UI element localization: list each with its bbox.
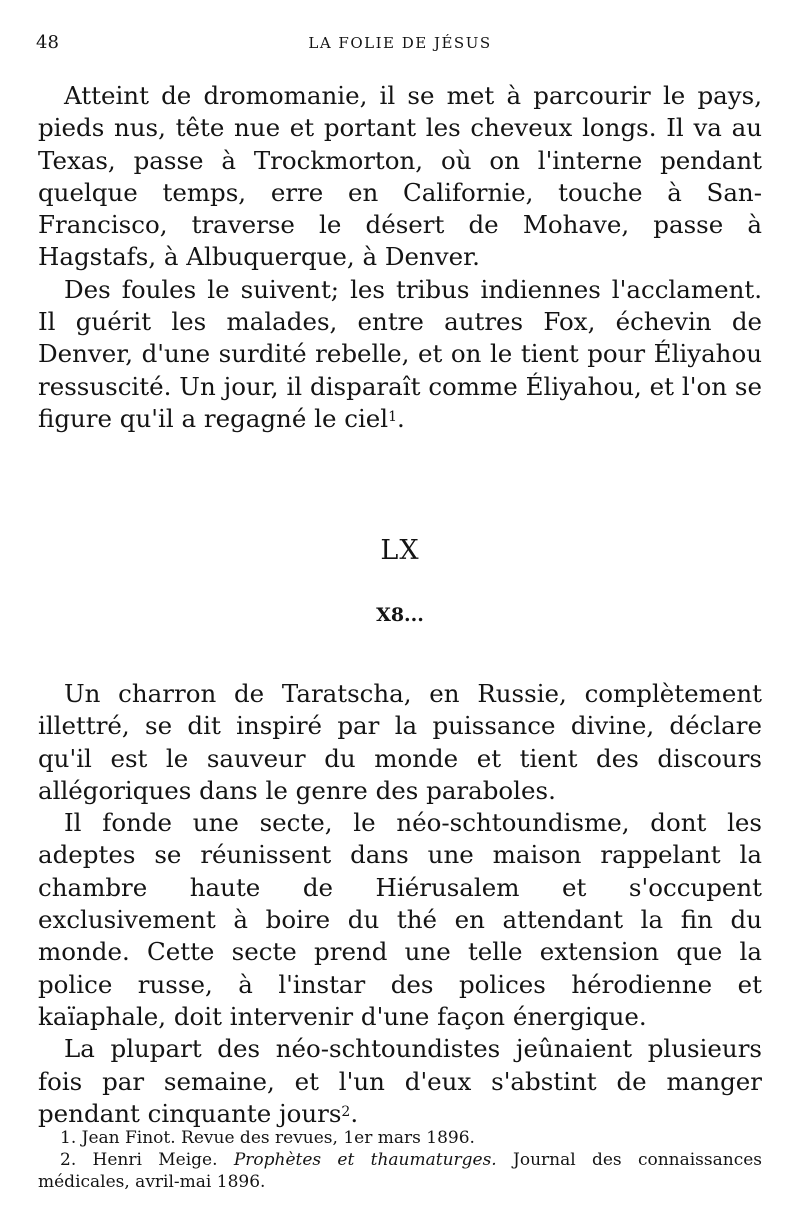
paragraph: La plupart des néo-schtoundistes jeûnaient plusieurs fois par semaine, et l'un d'eux s'abstint de manger pendant cinquante jours$^2$. xyxy=(38,1034,762,1128)
section-number: LX xyxy=(380,535,420,566)
paragraph: Un charron de Taratscha, en Russie, complètement illettré, se dit inspiré par la puissance divine, déclare qu'il est le sauveur du monde et tient des discours allégoriques dans le genre des paraboles. xyxy=(38,679,762,805)
paragraph: Atteint de dromomanie, il se met à parcourir le pays, pieds nus, tête nue et portant les cheveux longs. Il va au Texas, passe à Trockmorton, où on l'interne pendant quelque temps, erre en Californie, touche à San-Francisco, traverse le désert de Mohave, passe à Hagstafs, à Albuquerque, à Denver. xyxy=(38,81,762,272)
paragraph: Des foules le suivent; les tribus indiennes l'acclament. Il guérit les malades, entre autres Fox, échevin de Denver, d'une surdité rebelle, et on le tient pour Éliyahou ressuscité. Un jour, il disparaît comme Éliyahou, et l'on se figure qu'il a regagné le ciel$^1$. xyxy=(38,274,762,433)
body-text-bottom xyxy=(38,678,762,1130)
footnote-ref-2: 2 xyxy=(341,1103,351,1120)
paragraph: Il fonde une secte, le néo-schtoundisme, dont les adeptes se réunissent dans une maison rappelant la chambre haute de Hiérusalem et s'occupent exclusivement à boire du thé en attendant la fin du monde. Cette secte prend une telle extension que la police russe, à l'instar des polices hérodienne et kaïaphale, doit intervenir d'une façon énergique. xyxy=(38,808,762,1031)
running-head xyxy=(36,32,764,58)
section-title: X8... xyxy=(376,604,424,626)
footnote-1: 1. Jean Finot. Revue des revues, 1er mars 1896. xyxy=(60,1128,475,1148)
page-number: 48 xyxy=(36,32,59,53)
footnote-2: 2. Henri Meige. Prophètes et thaumaturges. Journal des connaissances médicales, avril-mai 1896. xyxy=(38,1150,763,1192)
running-title: LA FOLIE DE JÉSUS xyxy=(308,34,492,52)
footnote-ref-1: 1 xyxy=(388,408,398,425)
footnotes xyxy=(38,1127,762,1193)
body-text-top xyxy=(38,80,762,435)
